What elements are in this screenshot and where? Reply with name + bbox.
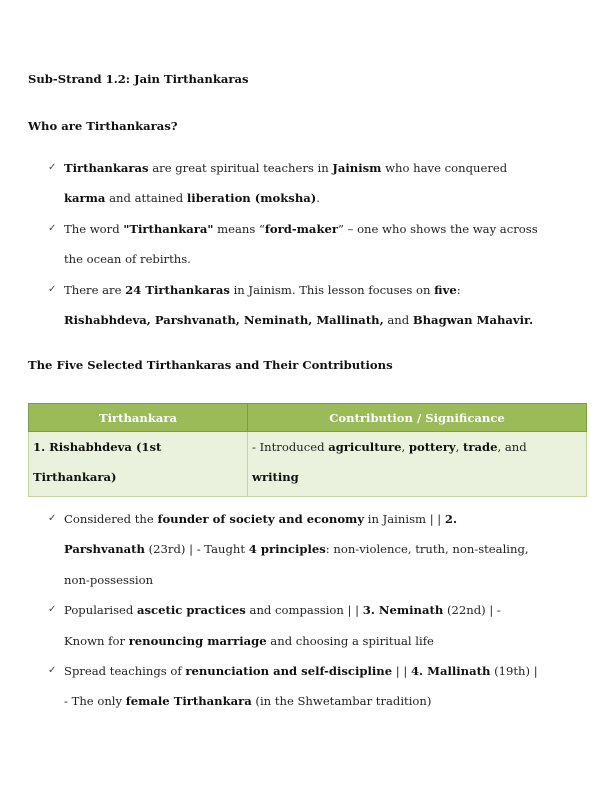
bold-text: Rishabhdeva, Parshvanath, Neminath, Mallinath, bbox=[64, 312, 384, 327]
bold-text: "Tirthankara" bbox=[123, 221, 214, 236]
text: , bbox=[401, 440, 409, 454]
bold-text: female Tirthankara bbox=[125, 694, 252, 709]
text: (in the Shwetambar tradition) bbox=[251, 694, 432, 709]
text-line bbox=[48, 504, 592, 534]
text-line bbox=[33, 462, 243, 492]
bold-text: 4 principles bbox=[248, 542, 326, 557]
text: and choosing a spiritual life bbox=[266, 633, 434, 648]
bold-text: Tirthankaras bbox=[64, 161, 149, 175]
text: - Introduced bbox=[252, 440, 329, 454]
text-line bbox=[48, 534, 592, 564]
text-line bbox=[48, 183, 592, 213]
bold-text: 2. bbox=[444, 512, 457, 526]
bold-text: liberation (moksha) bbox=[186, 191, 317, 206]
table-header-contribution: Contribution / Significance bbox=[248, 404, 587, 432]
text-line bbox=[252, 462, 582, 492]
bold-text: ascetic practices bbox=[137, 603, 246, 618]
text: . bbox=[316, 191, 320, 206]
text: the ocean of rebirths. bbox=[64, 252, 191, 267]
text: There are bbox=[64, 282, 126, 297]
bullet-item bbox=[48, 153, 592, 214]
text-line bbox=[48, 275, 592, 305]
bold-text: 1. Rishabhdeva (1st bbox=[33, 440, 162, 454]
bold-text: pottery bbox=[408, 440, 456, 454]
text-line bbox=[48, 214, 592, 244]
text: Considered the bbox=[64, 512, 158, 526]
section-heading: The Five Selected Tirthankaras and Their Contributions bbox=[28, 358, 393, 372]
text-line bbox=[48, 565, 592, 595]
text: and attained bbox=[105, 191, 187, 206]
bold-text: karma bbox=[64, 191, 106, 206]
text-line bbox=[48, 656, 592, 686]
checkmark-icon: ✓ bbox=[48, 513, 57, 524]
text-line bbox=[48, 626, 592, 656]
text: The word bbox=[64, 221, 124, 236]
bold-text: Parshvanath bbox=[64, 542, 145, 557]
text: and compassion | | bbox=[245, 603, 363, 618]
checkmark-icon: ✓ bbox=[48, 222, 57, 234]
text: Known for bbox=[64, 633, 129, 648]
table-header-tirthankara: Tirthankara bbox=[29, 404, 248, 432]
bold-text: Jainism bbox=[332, 161, 382, 175]
text: , and bbox=[497, 440, 527, 454]
text: (22nd) | - bbox=[443, 603, 501, 618]
text: non-possession bbox=[64, 572, 154, 587]
text: : non-violence, truth, non-stealing, bbox=[325, 542, 529, 557]
text: , bbox=[455, 440, 464, 454]
bold-text: renouncing marriage bbox=[128, 633, 267, 648]
page-title: Sub-Strand 1.2: Jain Tirthankaras bbox=[28, 72, 249, 86]
section-subtitle: Who are Tirthankaras? bbox=[28, 119, 178, 133]
text-line bbox=[48, 305, 592, 335]
bullet-item bbox=[48, 275, 592, 336]
text: ” – one who shows the way across bbox=[337, 221, 538, 236]
bold-text: 3. Neminath bbox=[362, 603, 444, 618]
bullet-item bbox=[48, 214, 592, 275]
bold-text: agriculture bbox=[328, 440, 402, 454]
checkmark-icon: ✓ bbox=[48, 604, 57, 616]
text: Spread teachings of bbox=[64, 663, 186, 678]
bold-text: renunciation and self-discipline bbox=[185, 663, 393, 678]
table-cell-contribution bbox=[248, 432, 587, 497]
text-line bbox=[48, 244, 592, 274]
checkmark-icon: ✓ bbox=[48, 283, 57, 295]
table-row bbox=[29, 432, 587, 497]
text-line bbox=[48, 153, 592, 183]
checkmark-icon: ✓ bbox=[48, 162, 57, 173]
text: - The only bbox=[64, 694, 126, 709]
bold-text: trade bbox=[463, 440, 498, 454]
bullet-item bbox=[48, 656, 592, 717]
bold-text: ford-maker bbox=[264, 221, 338, 236]
bullet-item bbox=[48, 595, 592, 656]
text-line bbox=[33, 432, 243, 462]
bold-text: 4. Mallinath bbox=[410, 663, 491, 678]
text-line bbox=[252, 432, 582, 462]
text: in Jainism | | bbox=[364, 512, 445, 526]
text-line bbox=[48, 686, 592, 716]
text: in Jainism. This lesson focuses on bbox=[229, 282, 435, 297]
bold-text: 24 Tirthankaras bbox=[125, 282, 230, 297]
bold-text: founder of society and economy bbox=[157, 512, 365, 526]
bold-text: writing bbox=[252, 470, 299, 484]
text: who have conquered bbox=[381, 161, 508, 175]
tirthankara-table bbox=[28, 403, 587, 497]
text: Popularised bbox=[64, 603, 137, 618]
checkmark-icon: ✓ bbox=[48, 664, 57, 676]
text-line bbox=[48, 595, 592, 625]
text: (23rd) | - Taught bbox=[144, 542, 249, 557]
intro-bullet-list bbox=[48, 153, 592, 335]
bullet-item bbox=[48, 504, 592, 595]
text: are great spiritual teachers in bbox=[148, 161, 333, 175]
bold-text: five bbox=[434, 282, 457, 297]
table-cell-name bbox=[29, 432, 248, 497]
text: (19th) | bbox=[490, 663, 538, 678]
contribution-bullet-list bbox=[48, 504, 592, 717]
bold-text: Bhagwan Mahavir. bbox=[412, 312, 534, 327]
bold-text: Tirthankara) bbox=[33, 470, 117, 484]
text: and bbox=[383, 312, 413, 327]
text: | | bbox=[392, 663, 411, 678]
text: : bbox=[456, 282, 461, 297]
text: means “ bbox=[213, 221, 265, 236]
